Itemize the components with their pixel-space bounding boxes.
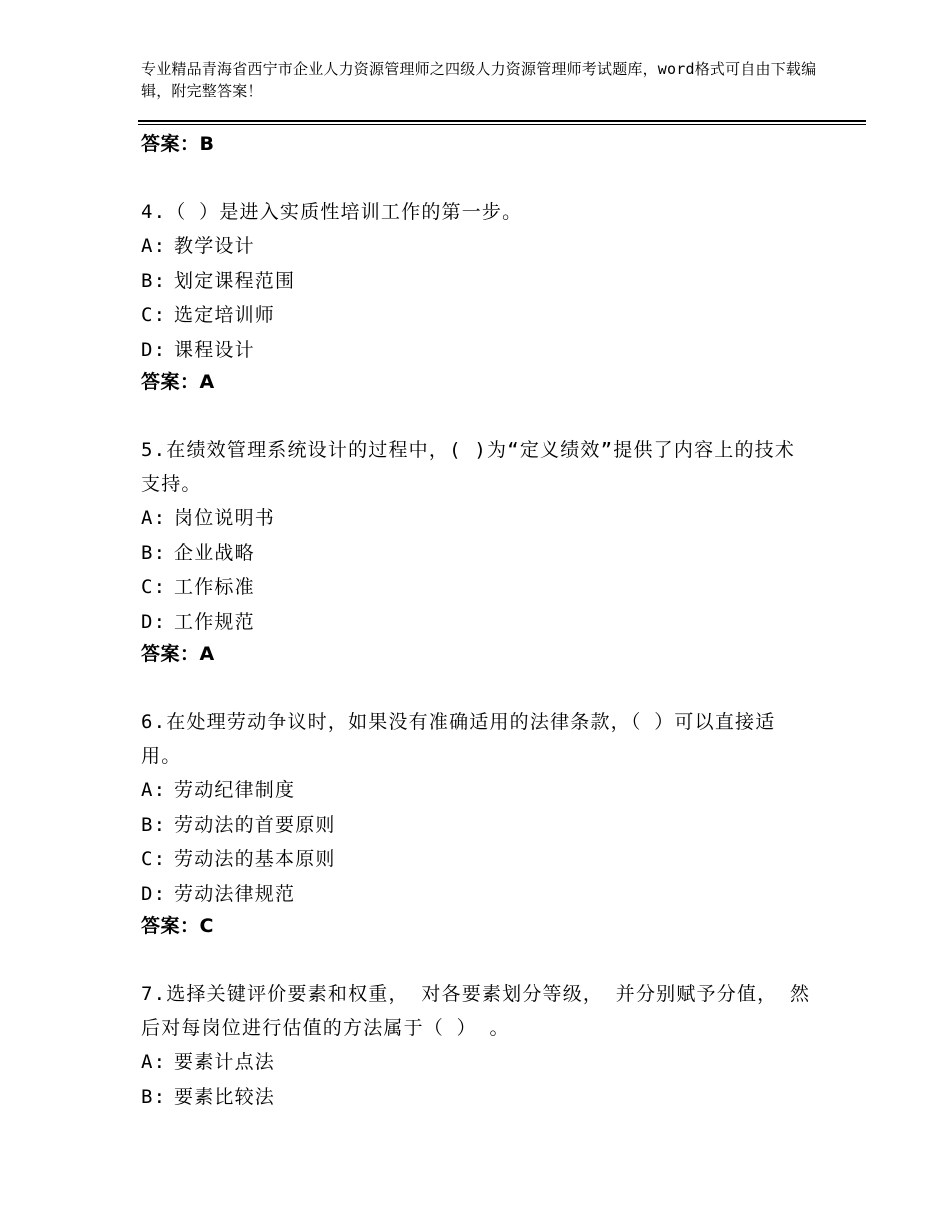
option-letter: D: bbox=[141, 338, 167, 361]
option-letter: D: bbox=[141, 610, 167, 633]
option-text: 选定培训师 bbox=[174, 304, 276, 326]
option-text: 劳动法的基本原则 bbox=[174, 848, 336, 870]
option-text: 工作标准 bbox=[174, 576, 255, 598]
option-c bbox=[141, 298, 811, 333]
option-text: 教学设计 bbox=[174, 235, 255, 257]
option-letter: B: bbox=[141, 269, 167, 292]
option-letter: C: bbox=[141, 848, 167, 870]
option-d bbox=[141, 605, 811, 640]
question-item bbox=[141, 705, 811, 941]
header-title: 专业精品青海省西宁市企业人力资源管理师之四级人力资源管理师考试题库，word格式可自由下载编辑，附完整答案！ bbox=[141, 60, 817, 100]
option-letter: C: bbox=[141, 304, 167, 326]
answer-line: 答案：A bbox=[141, 371, 215, 393]
question-text: 5.在绩效管理系统设计的过程中，( )为“定义绩效”提供了内容上的技术支持。 bbox=[141, 439, 796, 495]
question-item bbox=[141, 433, 811, 669]
option-a bbox=[141, 229, 811, 264]
question-text: 6.在处理劳动争议时，如果没有准确适用的法律条款，（ ）可以直接适用。 bbox=[141, 711, 776, 767]
option-a bbox=[141, 501, 811, 536]
answer-line: 答案：C bbox=[141, 915, 214, 937]
option-text: 劳动纪律制度 bbox=[174, 779, 296, 801]
option-letter: A: bbox=[141, 507, 167, 529]
option-text: 工作规范 bbox=[174, 610, 255, 633]
option-text: 劳动法的首要原则 bbox=[174, 813, 336, 836]
option-letter: A: bbox=[141, 1051, 167, 1073]
option-b bbox=[141, 1080, 811, 1115]
option-b bbox=[141, 808, 811, 843]
document-header bbox=[141, 58, 841, 102]
option-text: 岗位说明书 bbox=[174, 507, 276, 529]
option-a bbox=[141, 1045, 811, 1080]
option-letter: D: bbox=[141, 882, 167, 905]
option-letter: B: bbox=[141, 813, 167, 836]
option-text: 划定课程范围 bbox=[174, 269, 296, 292]
question-text: 4.（ ）是进入实质性培训工作的第一步。 bbox=[141, 201, 523, 223]
question-item bbox=[141, 977, 811, 1114]
question-text: 7.选择关键评价要素和权重， 对各要素划分等级， 并分别赋予分值， 然后对每岗位进行估值的方法属于（ ） 。 bbox=[141, 983, 811, 1039]
answer-line: 答案：B bbox=[141, 133, 215, 155]
header-divider bbox=[138, 120, 866, 125]
option-b bbox=[141, 536, 811, 571]
option-text: 要素比较法 bbox=[174, 1085, 276, 1108]
option-letter: A: bbox=[141, 779, 167, 801]
option-b bbox=[141, 264, 811, 299]
answer-line: 答案：A bbox=[141, 643, 215, 665]
option-letter: B: bbox=[141, 1085, 167, 1108]
option-text: 要素计点法 bbox=[174, 1051, 276, 1073]
option-text: 劳动法律规范 bbox=[174, 882, 296, 905]
option-d bbox=[141, 333, 811, 368]
option-letter: A: bbox=[141, 235, 167, 257]
question-item bbox=[141, 195, 811, 397]
option-text: 企业战略 bbox=[174, 541, 255, 564]
option-c bbox=[141, 842, 811, 877]
option-d bbox=[141, 877, 811, 912]
option-text: 课程设计 bbox=[174, 338, 255, 361]
option-c bbox=[141, 570, 811, 605]
document-body bbox=[141, 129, 811, 1114]
option-letter: B: bbox=[141, 541, 167, 564]
option-letter: C: bbox=[141, 576, 167, 598]
option-a bbox=[141, 773, 811, 808]
